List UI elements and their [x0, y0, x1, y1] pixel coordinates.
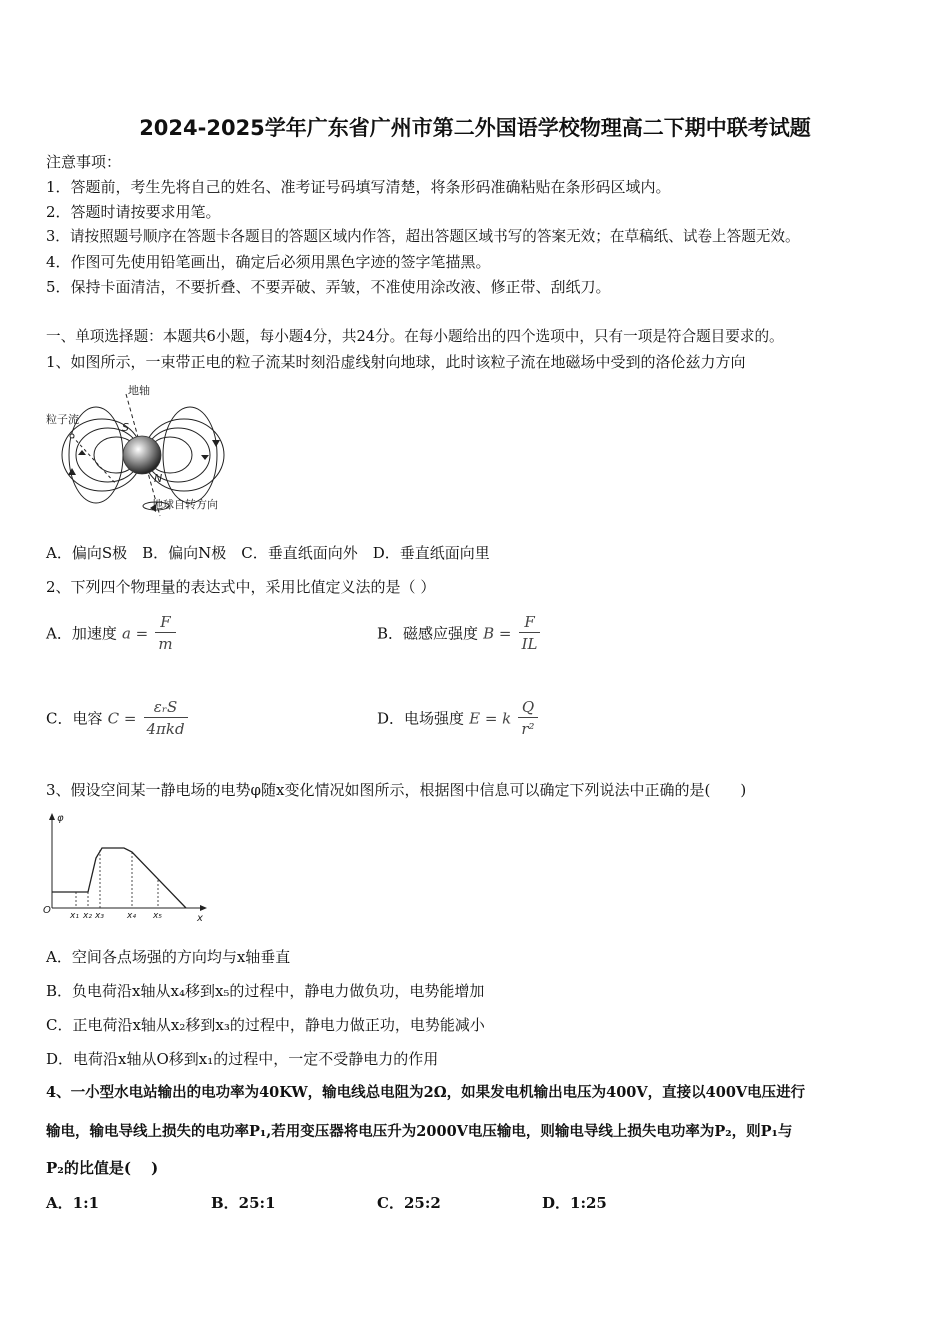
fig1-label-axis: 地轴 [128, 384, 150, 397]
earth-magnetic-field-figure [44, 380, 244, 520]
graph-tick-x3: x₃ [95, 911, 104, 921]
graph-tick-x5: x₅ [153, 911, 162, 921]
graph-tick-x4: x₄ [127, 911, 136, 921]
question-3-option: B．负电荷沿x轴从x₄移到x₅的过程中，静电力做负功，电势能增加 [46, 982, 485, 1000]
earth [123, 436, 161, 474]
graph-axis-x: x [197, 913, 203, 922]
option-d-numerator: Q [518, 697, 537, 718]
question-3-stem: 3、假设空间某一静电场的电势φ随x变化情况如图所示，根据图中信息可以确定下列说法中正确的是( ) [46, 781, 747, 799]
option-c-label: C．电容 [46, 709, 103, 728]
graph-origin: O [43, 905, 51, 916]
notice-item: 5．保持卡面清洁，不要折叠、不要弄破、弄皱，不准使用涂改液、修正带、刮纸刀。 [46, 278, 611, 296]
question-4-option-a: A．1:1 [46, 1194, 100, 1212]
question-4-line: P₂的比值是( ) [46, 1159, 159, 1177]
option-a-lhs: a = [121, 624, 149, 643]
option-a-denominator: m [158, 635, 173, 653]
question-4-line: 输电，输电导线上损失的电功率P₁,若用变压器将电压升为2000V电压输电，则输电导线上损失电功率为P₂，则P₁与 [46, 1123, 793, 1140]
option-c-formula [46, 697, 188, 740]
option-b-lhs: B = [483, 624, 512, 643]
question-3-option: A．空间各点场强的方向均与x轴垂直 [46, 948, 291, 966]
question-4-option-c: C．25:2 [377, 1194, 441, 1212]
graph-axis-phi: φ [57, 813, 64, 824]
question-3-option: D．电荷沿x轴从O移到x₁的过程中，一定不受静电力的作用 [46, 1050, 439, 1068]
option-c-denominator: 4πkd [146, 720, 185, 738]
option-a-numerator: F [155, 612, 175, 633]
fig1-label-s: S [122, 421, 129, 434]
option-b-label: B．磁感应强度 [377, 624, 479, 643]
option-d-lhs: E = k [469, 709, 512, 728]
page-title: 2024-2025学年广东省广州市第二外国语学校物理高二下期中联考试题 [139, 116, 811, 140]
fig1-label-rotation: 地球自转方向 [152, 498, 218, 511]
notice-item: 1．答题前，考生先将自己的姓名、准考证号码填写清楚，将条形码准确粘贴在条形码区域内。 [46, 178, 671, 196]
option-d-formula [377, 697, 538, 740]
question-4-line: 4、一小型水电站输出的电功率为40KW，输电线总电阻为2Ω，如果发电机输出电压为400V，直接以400V电压进行 [46, 1084, 806, 1101]
potential-graph-figure [40, 810, 215, 922]
notice-item: 4．作图可先使用铅笔画出，确定后必须用黑色字迹的签字笔描黑。 [46, 253, 491, 271]
fig1-label-n: N [154, 472, 163, 485]
option-d-denominator: r² [521, 720, 535, 738]
option-b-formula [377, 612, 540, 655]
option-b-numerator: F [519, 612, 541, 633]
option-a-label: A．加速度 [46, 624, 117, 643]
graph-tick-x2: x₂ [83, 911, 92, 921]
notice-heading: 注意事项： [46, 153, 122, 171]
question-1-options: A．偏向S极 B．偏向N极 C．垂直纸面向外 D．垂直纸面向里 [46, 544, 490, 562]
fig1-label-particle: 粒子流 [46, 413, 79, 426]
option-a-fraction [155, 612, 175, 655]
section-heading: 一、单项选择题：本题共6小题，每小题4分，共24分。在每小题给出的四个选项中，只有一项是符合题目要求的。 [46, 328, 784, 345]
option-d-label: D．电场强度 [377, 709, 465, 728]
option-b-fraction [519, 612, 541, 655]
question-4-option-b: B．25:1 [211, 1194, 276, 1212]
option-a-formula [46, 612, 176, 655]
question-2-stem: 2、下列四个物理量的表达式中，采用比值定义法的是（ ） [46, 578, 436, 596]
notice-item: 3．请按照题号顺序在答题卡各题目的答题区域内作答，超出答题区域书写的答案无效；在草稿纸、试卷上答题无效。 [46, 228, 800, 245]
question-3-option: C．正电荷沿x轴从x₂移到x₃的过程中，静电力做正功，电势能减小 [46, 1016, 485, 1034]
graph-tick-x1: x₁ [70, 911, 79, 921]
question-1-stem: 1、如图所示，一束带正电的粒子流某时刻沿虚线射向地球，此时该粒子流在地磁场中受到的洛伦兹力方向 [46, 353, 746, 371]
question-4-option-d: D．1:25 [542, 1194, 607, 1212]
option-c-lhs: C = [107, 709, 137, 728]
option-c-fraction [144, 697, 188, 740]
option-c-numerator: εᵣS [144, 697, 188, 718]
notice-item: 2．答题时请按要求用笔。 [46, 203, 221, 221]
option-d-fraction [518, 697, 537, 740]
option-b-denominator: IL [521, 635, 538, 653]
